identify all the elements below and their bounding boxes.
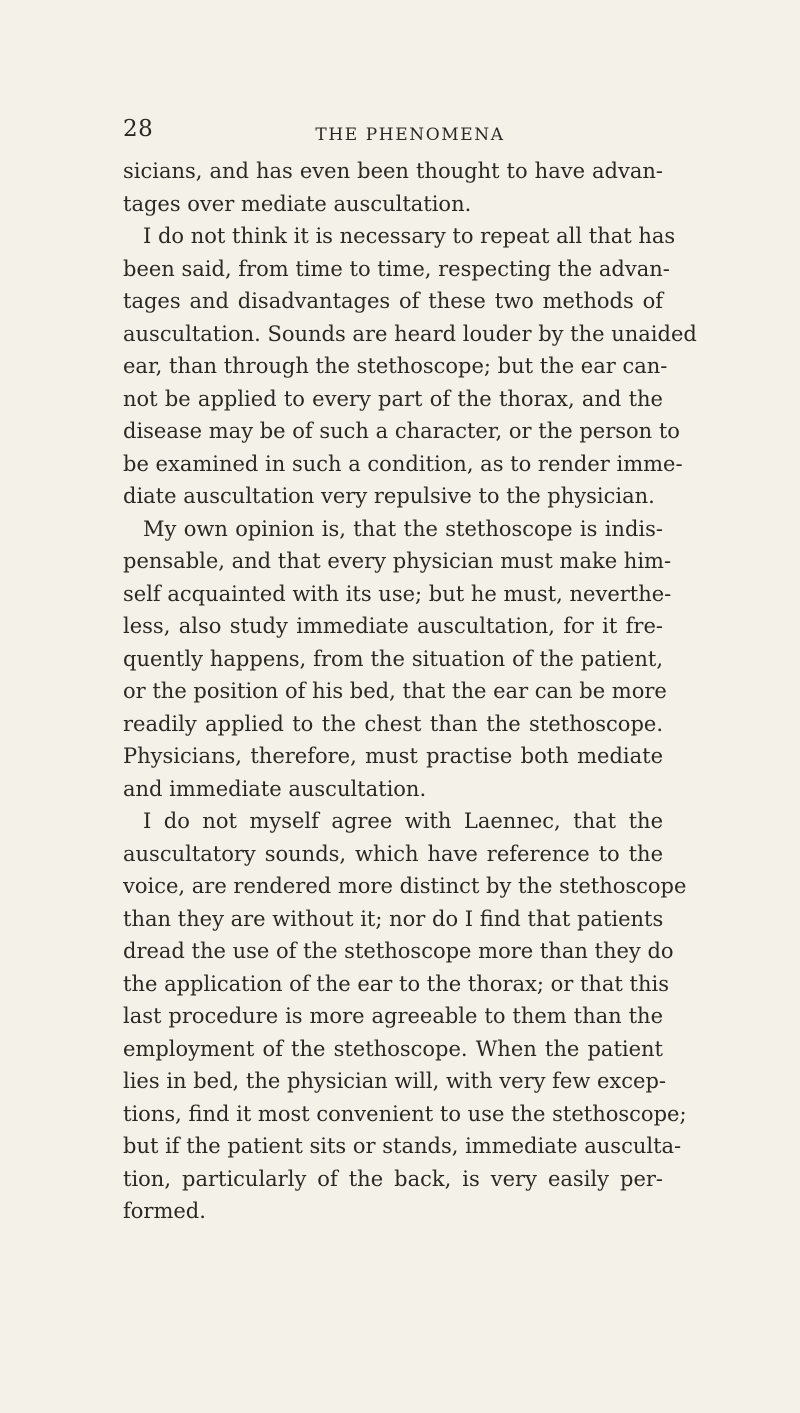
text-line: and immediate auscultation. <box>123 776 427 801</box>
text-line: dread the use of the stethoscope more than they do <box>123 939 674 963</box>
text-line: diate auscultation very repulsive to the physician. <box>123 484 655 508</box>
text-line: disease may be of such a character, or the person to <box>123 419 680 443</box>
text-line: self acquainted with its use; but he must, neverthe- <box>123 581 672 606</box>
text-line: sicians, and has even been thought to have advan- <box>123 159 663 183</box>
text-line: auscultatory sounds, which have reference to the <box>123 841 663 866</box>
text-line: not be applied to every part of the thorax, and the <box>123 386 663 411</box>
page-number: 28 <box>123 116 154 142</box>
text-line: less, also study immediate auscultation, for it fre- <box>123 614 663 638</box>
text-line: auscultation. Sounds are heard louder by the unaided <box>123 321 697 346</box>
text-line: formed. <box>123 1199 206 1223</box>
text-line: tion, particularly of the back, is very easily per- <box>123 1166 663 1191</box>
text-line: voice, are rendered more distinct by the stethoscope <box>123 874 687 898</box>
text-line: tions, find it most convenient to use the stethoscope; <box>123 1101 687 1126</box>
text-line: but if the patient sits or stands, immediate ausculta- <box>123 1134 682 1158</box>
text-line: been said, from time to time, respecting the advan- <box>123 256 670 281</box>
text-line: I do not myself agree with Laennec, that the <box>143 809 663 833</box>
text-line: readily applied to the chest than the stethoscope. <box>123 711 663 736</box>
text-line: lies in bed, the physician will, with very few excep- <box>123 1069 667 1093</box>
text-line: tages and disadvantages of these two methods of <box>123 289 663 313</box>
text-line: Physicians, therefore, must practise both mediate <box>123 744 663 768</box>
text-line: the application of the ear to the thorax; or that this <box>123 971 669 996</box>
text-line: quently happens, from the situation of the patient, <box>123 646 663 671</box>
text-line: pensable, and that every physician must make him- <box>123 549 672 573</box>
text-line: tages over mediate auscultation. <box>123 191 472 216</box>
text-line: ear, than through the stethoscope; but the ear can- <box>123 354 668 378</box>
body-text <box>123 155 697 1228</box>
text-line: be examined in such a condition, as to render imme- <box>123 451 683 476</box>
running-title: THE PHENOMENA <box>315 125 505 145</box>
text-line: My own opinion is, that the stethoscope is indis- <box>143 516 663 541</box>
text-line: or the position of his bed, that the ear can be more <box>123 679 667 703</box>
text-line: last procedure is more agreeable to them than the <box>123 1004 663 1028</box>
text-line: employment of the stethoscope. When the patient <box>123 1036 663 1061</box>
text-line: than they are without it; nor do I find that patients <box>123 906 664 931</box>
text-line: I do not think it is necessary to repeat all that has <box>143 224 676 248</box>
